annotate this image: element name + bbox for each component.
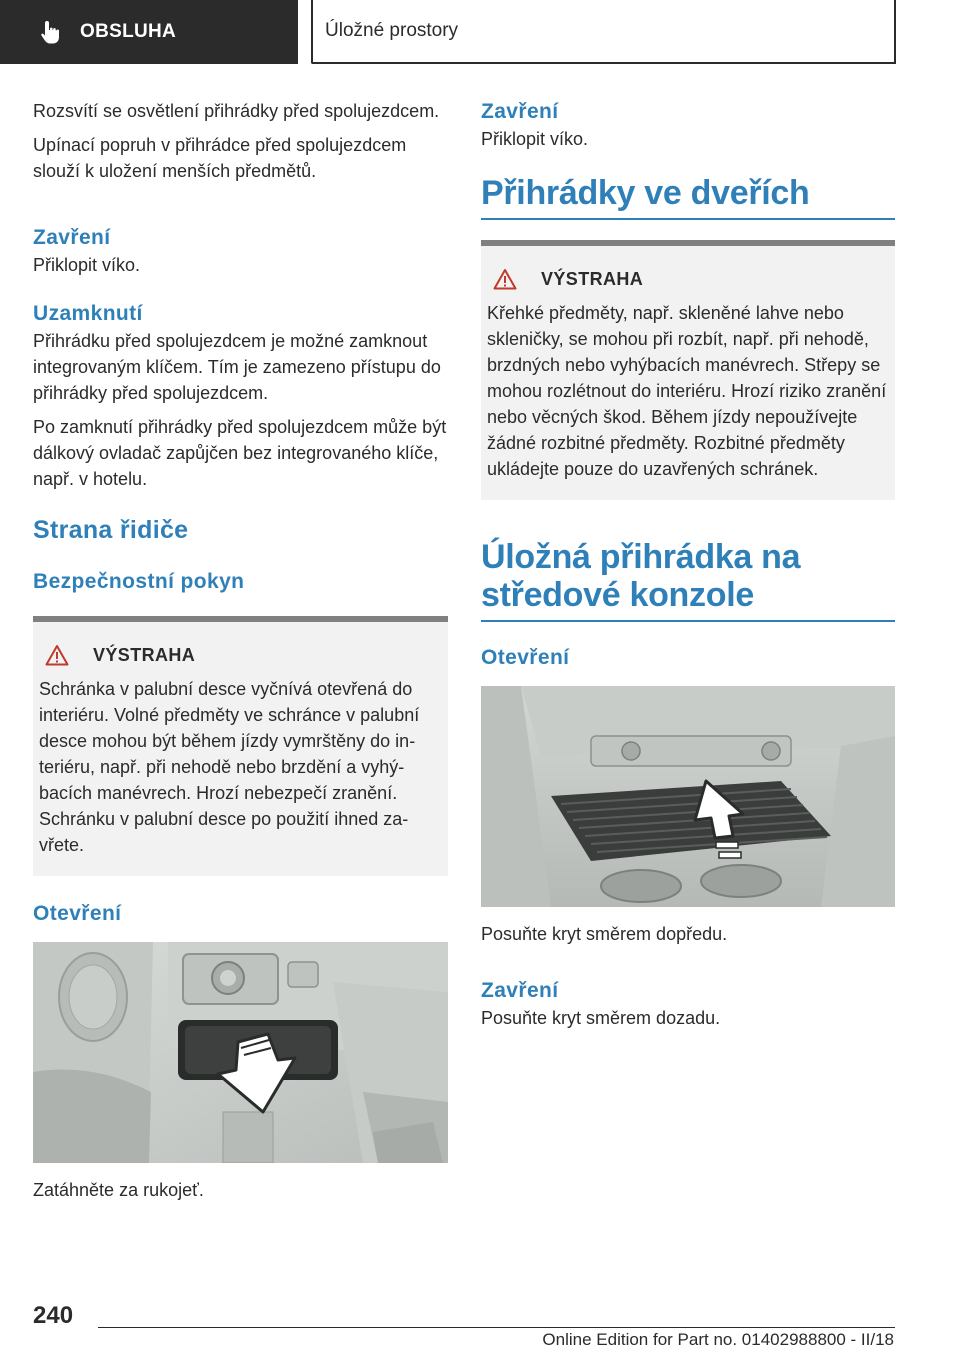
close-text-right: Přiklopit víko. (481, 129, 589, 149)
intro-paragraph-2: Upínací popruh v přihrádce před spolujezdcem slouží k uložení menších předmětů. (33, 135, 407, 181)
open-caption: Zatáhněte za rukojeť. (33, 1180, 204, 1200)
warning-triangle-icon (493, 268, 517, 290)
footer-divider (98, 1327, 895, 1328)
driver-side-heading: Strana řidiče (33, 516, 189, 544)
door-compartments-heading: Přihrádky ve dveřích (481, 174, 895, 220)
close-heading: Zavření (33, 226, 111, 249)
warning-title-right (493, 268, 887, 290)
close2-text-right: Posuňte kryt směrem dozadu. (481, 1008, 721, 1028)
warning-text-right: Křehké předměty, např. skleněné lahve nebo skleničky, se mohou při rozbít, např. při nehodě, brzdných nebo vyhýbacích manévrech. Střepy se mohou rozlétnout do interiéru. Hrozí riziko zranění nebo věcných škod. Během jízdy nepoužívejte žádné rozbitné předměty. Rozbitné předměty ukládejte pouze do uzavřených schránek. (487, 303, 887, 479)
chapter-title-box (311, 0, 896, 64)
console-compartment-heading: Úložná přihrádka na středové konzole (481, 538, 895, 622)
chapter-tab (0, 0, 298, 64)
page-number: 240 (33, 1302, 74, 1329)
left-column (33, 98, 448, 1211)
safety-heading: Bezpečnostní pokyn (33, 570, 245, 593)
warning-text: Schránka v palubní desce vyčnívá otevřená do interiéru. Volné předměty ve schránce v palubní desce mohou být během jízdy vymrštěny do interiéru, např. při nehodě nebo brzdění a vyhýbacích manévrech. Hrozí nebezpečí zranění. Schránku v palubní desce po použití ihned zavřete. (39, 679, 420, 855)
lock-paragraph-1: Přihrádku před spolujezdcem je možné zamknout integrovaným klíčem. Tím je zamezeno přístupu do přihrádky před spolujezdcem. (33, 331, 441, 403)
close-text: Přiklopit víko. (33, 255, 141, 275)
open-caption-right: Posuňte kryt směrem dopředu. (481, 924, 728, 944)
warning-box-right (481, 240, 895, 500)
right-column (481, 98, 895, 1039)
close-heading-right: Zavření (481, 100, 559, 123)
open-heading-right: Otevření (481, 646, 570, 669)
warning-title (45, 644, 440, 666)
close2-heading-right: Zavření (481, 979, 559, 1002)
hand-pointer-icon (38, 19, 64, 45)
intro-paragraph-1: Rozsvítí se osvětlení přihrádky před spolujezdcem. (33, 101, 440, 121)
center-console-illustration (481, 686, 895, 907)
glovebox-illustration (33, 942, 448, 1163)
lock-heading: Uzamknutí (33, 302, 143, 325)
warning-box (33, 616, 448, 876)
open-heading: Otevření (33, 902, 122, 925)
lock-paragraph-2: Po zamknutí přihrádky před spolujezdcem může být dálkový ovladač zapůjčen bez integrovaného klíče, např. v hotelu. (33, 417, 447, 489)
page-header (0, 0, 960, 66)
warning-triangle-icon (45, 644, 69, 666)
chapter-tab-label: OBSLUHA (80, 21, 177, 42)
edition-note: Online Edition for Part no. 01402988800 - II/18 (542, 1330, 894, 1349)
page-title: Úložné prostory (325, 20, 459, 41)
warning-label-right: VÝSTRAHA (541, 268, 644, 289)
warning-label: VÝSTRAHA (93, 644, 196, 665)
